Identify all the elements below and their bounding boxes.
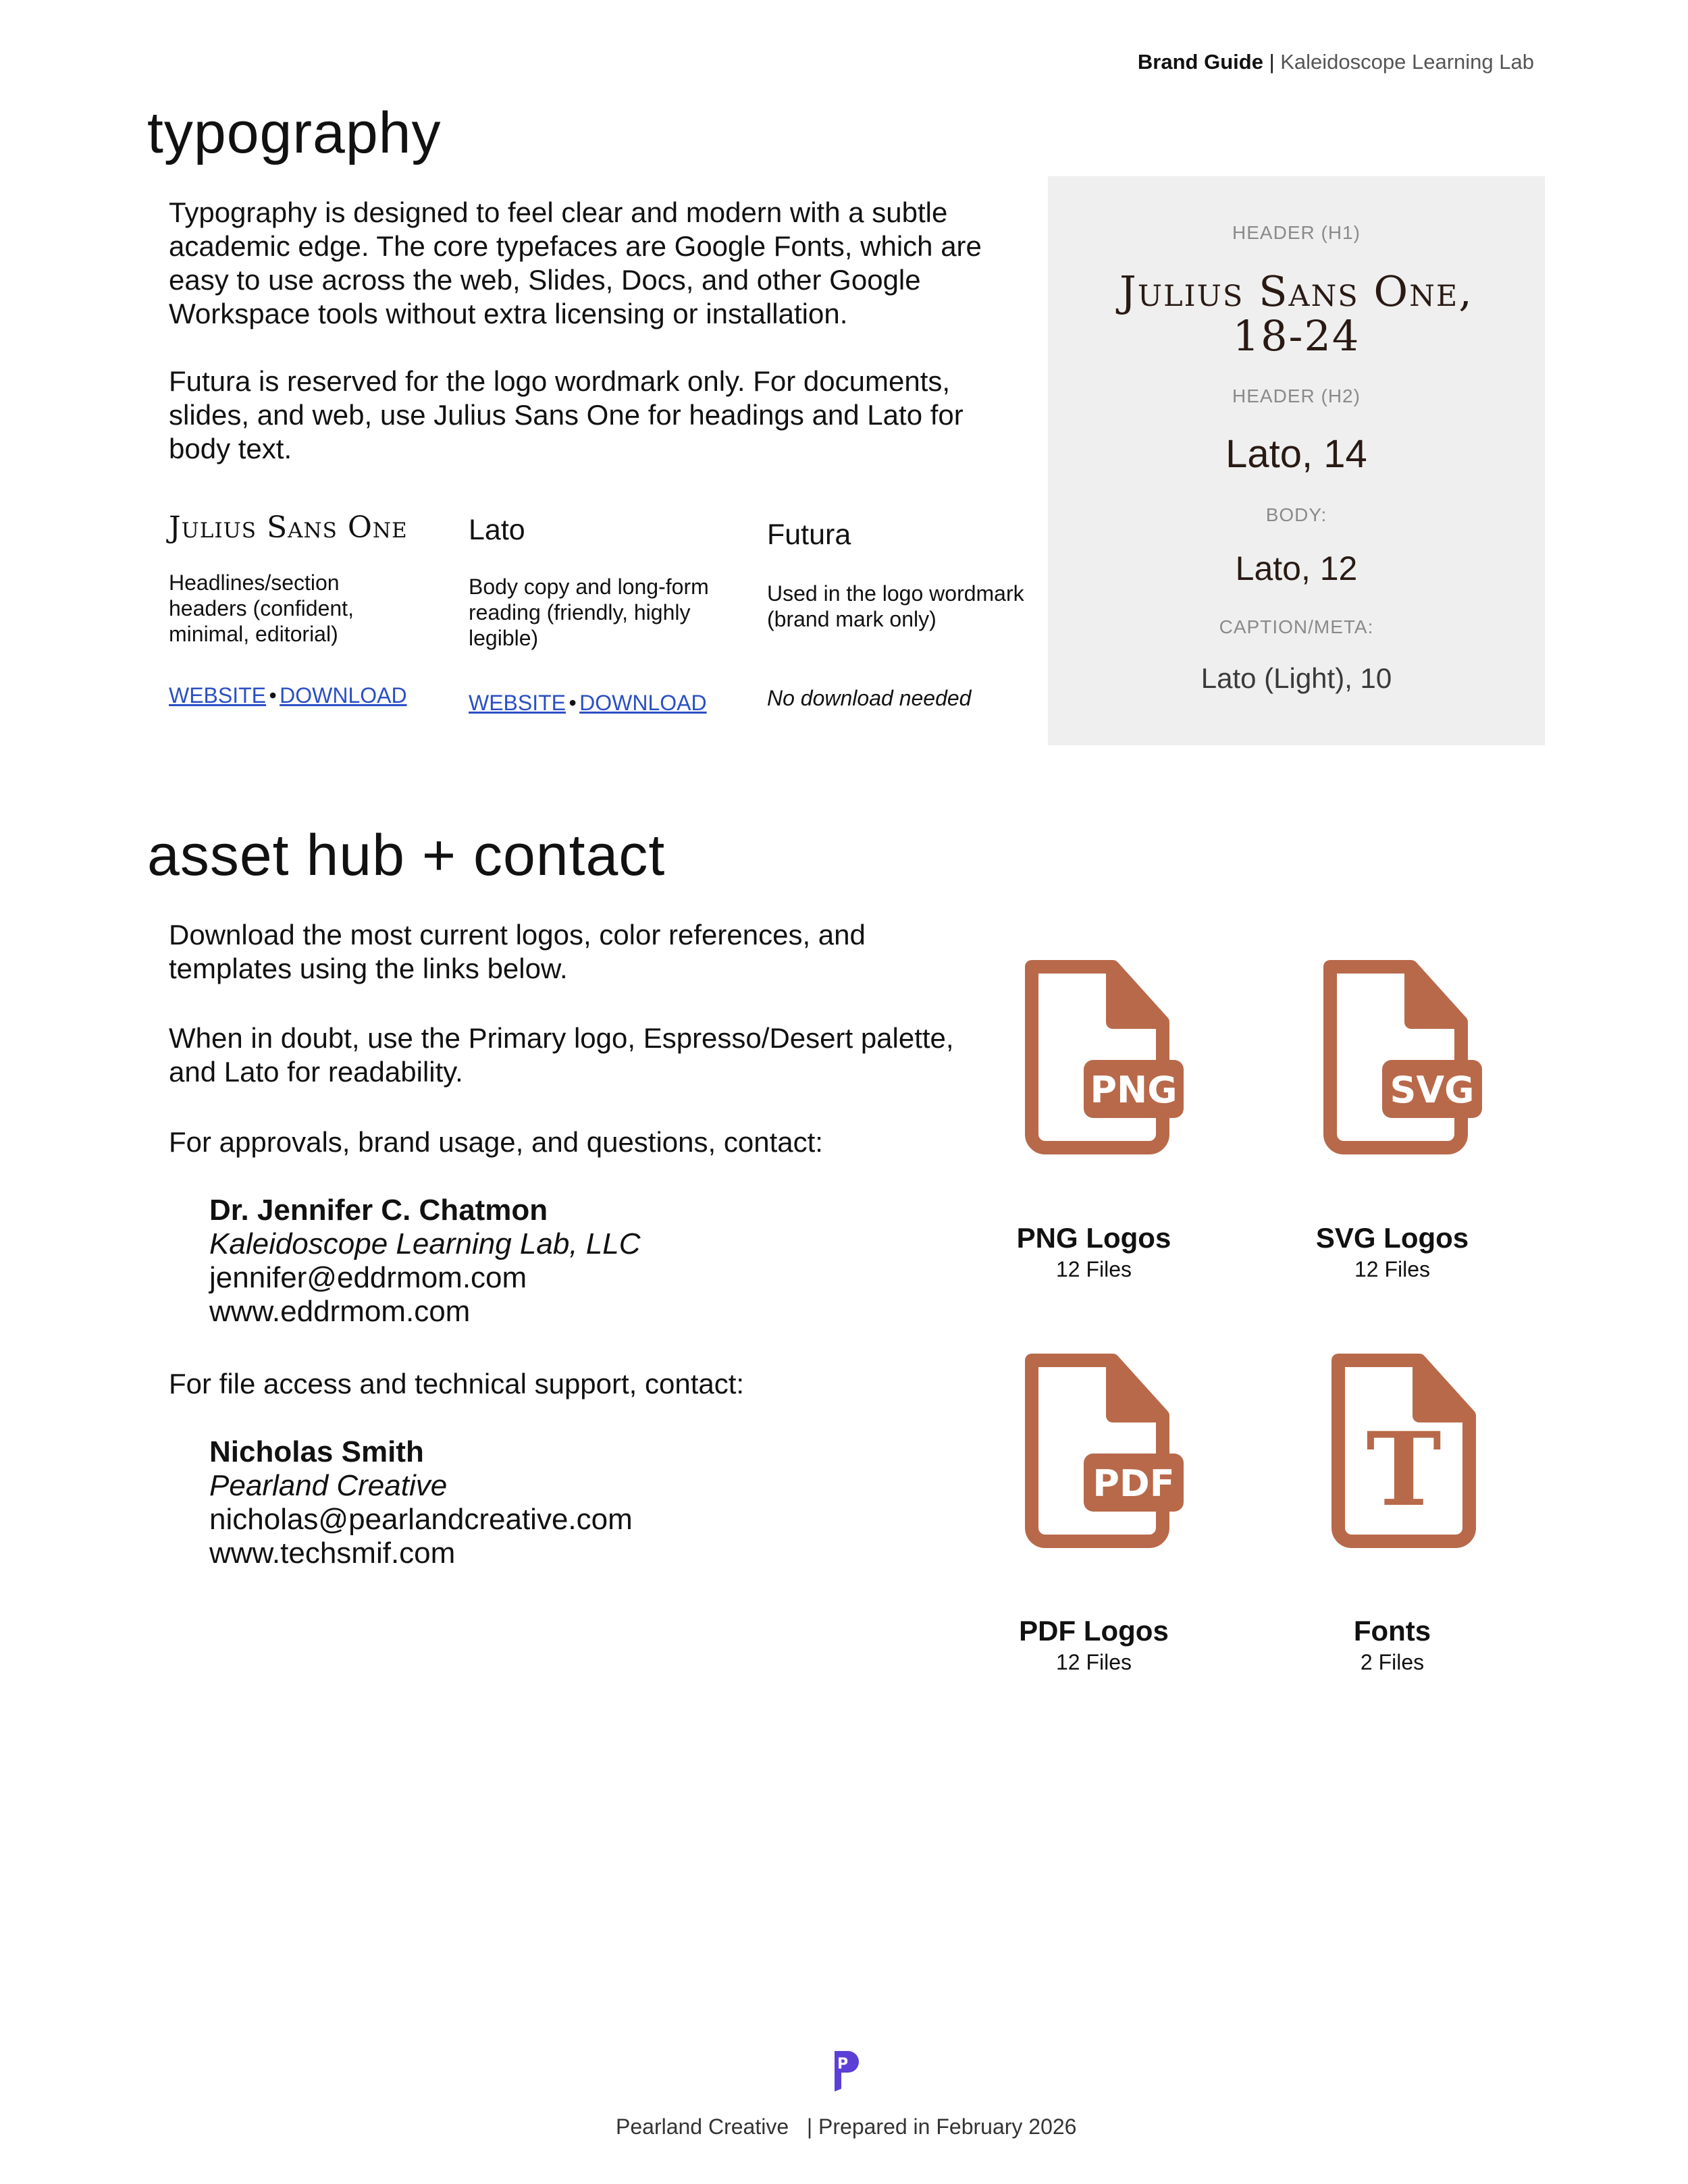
body-label: BODY: (1265, 504, 1327, 525)
typography-title: typography (147, 101, 442, 165)
asset-hub-tip: When in doubt, use the Primary logo, Espresso/Desert palette, and Lato for readability. (169, 1022, 954, 1088)
fonts-download[interactable] (1319, 1352, 1495, 1558)
contact-name: Dr. Jennifer C. Chatmon (209, 1194, 548, 1227)
svg-file-icon (1311, 959, 1487, 1161)
lato-website-link[interactable]: WEBSITE (469, 691, 566, 715)
svg-logos-title: SVG Logos (1315, 1222, 1469, 1254)
pdf-badge: PDF (1092, 1462, 1175, 1505)
typeface-futura-note: No download needed (767, 686, 972, 710)
typeface-lato-links (469, 691, 707, 716)
svg-logos-count: 12 Files (1354, 1257, 1431, 1281)
contact-website[interactable]: www.eddrmom.com (209, 1295, 471, 1328)
pdf-logos-count: 12 Files (1055, 1650, 1132, 1674)
contact-org: Pearland Creative (209, 1469, 448, 1502)
header-brand-guide: Brand Guide (1137, 50, 1263, 74)
caption-label: CAPTION/META: (1219, 616, 1374, 637)
png-logos-title: PNG Logos (1016, 1222, 1171, 1254)
footer-logo (830, 2050, 860, 2093)
julius-website-link[interactable]: WEBSITE (169, 683, 267, 708)
contact-intro-approvals: For approvals, brand usage, and questions, contact: (169, 1126, 823, 1158)
font-badge: T (1366, 1410, 1442, 1529)
pdf-logos-title: PDF Logos (1019, 1615, 1169, 1647)
typeface-lato-name: Lato (469, 514, 525, 546)
h2-label: HEADER (H2) (1232, 385, 1361, 406)
png-file-icon (1013, 959, 1188, 1161)
footer-text (616, 2114, 1076, 2139)
png-logos-download[interactable] (1013, 959, 1188, 1165)
typeface-futura-name: Futura (767, 518, 851, 551)
png-logos-count: 12 Files (1055, 1257, 1132, 1281)
fonts-count: 2 Files (1360, 1650, 1425, 1674)
header-separator: | (1269, 50, 1275, 74)
link-separator: • (569, 691, 577, 715)
typography-note: Futura is reserved for the logo wordmark only. For documents, slides, and web, use Julius Sans One for headings and Lato for body text. (169, 365, 964, 464)
pdf-file-icon (1013, 1352, 1188, 1555)
typeface-julius-name: Julius Sans One (169, 510, 408, 545)
typography-intro: Typography is designed to feel clear and modern with a subtle academic edge. The core typefaces are Google Fonts, which are easy to use across the web, Slides, Docs, and other Google Workspace tools without extra licensing or installation. (169, 196, 982, 329)
contact-email[interactable]: jennifer@eddrmom.com (209, 1261, 527, 1294)
logo-letter: P (837, 2056, 849, 2073)
pdf-logos-download[interactable] (1013, 1352, 1188, 1558)
footer-prepared: | Prepared in February 2026 (806, 2114, 1077, 2139)
asset-hub-title: asset hub + contact (147, 823, 666, 888)
contact-card-jennifer (209, 1194, 640, 1329)
contact-intro-support: For file access and technical support, contact: (169, 1368, 745, 1400)
link-separator: • (269, 683, 277, 708)
caption-value: Lato (Light), 10 (1201, 662, 1392, 694)
svg-badge: SVG (1390, 1069, 1475, 1111)
contact-name: Nicholas Smith (209, 1435, 424, 1468)
contact-card-nicholas (209, 1435, 633, 1570)
page-header (1138, 50, 1534, 74)
svg-logos-download[interactable] (1311, 959, 1487, 1165)
footer-company: Pearland Creative (616, 2114, 789, 2139)
contact-email[interactable]: nicholas@pearlandcreative.com (209, 1503, 633, 1536)
asset-hub-intro: Download the most current logos, color references, and templates using the links below. (169, 919, 866, 984)
type-specimen-panel (1048, 176, 1545, 745)
h2-value: Lato, 14 (1225, 432, 1367, 476)
png-badge: PNG (1090, 1069, 1178, 1111)
body-value: Lato, 12 (1235, 550, 1358, 587)
typeface-julius-links (169, 683, 407, 708)
contact-org: Kaleidoscope Learning Lab, LLC (209, 1227, 641, 1260)
julius-download-link[interactable]: DOWNLOAD (280, 683, 407, 708)
lato-download-link[interactable]: DOWNLOAD (579, 691, 707, 715)
pearland-logo-icon (830, 2050, 860, 2093)
contact-website[interactable]: www.techsmif.com (209, 1537, 456, 1570)
font-file-icon (1319, 1352, 1495, 1555)
h1-value: Julius Sans One, 18-24 (1119, 267, 1473, 361)
typeface-julius-desc: Headlines/section headers (confident, minimal, editorial) (169, 570, 354, 646)
fonts-title: Fonts (1353, 1615, 1431, 1647)
h1-label: HEADER (H1) (1232, 222, 1361, 243)
typeface-lato-desc: Body copy and long-form reading (friendly, highly legible) (469, 575, 709, 650)
header-subtitle: Kaleidoscope Learning Lab (1280, 50, 1534, 74)
typeface-futura-desc: Used in the logo wordmark (brand mark only) (767, 581, 1024, 631)
